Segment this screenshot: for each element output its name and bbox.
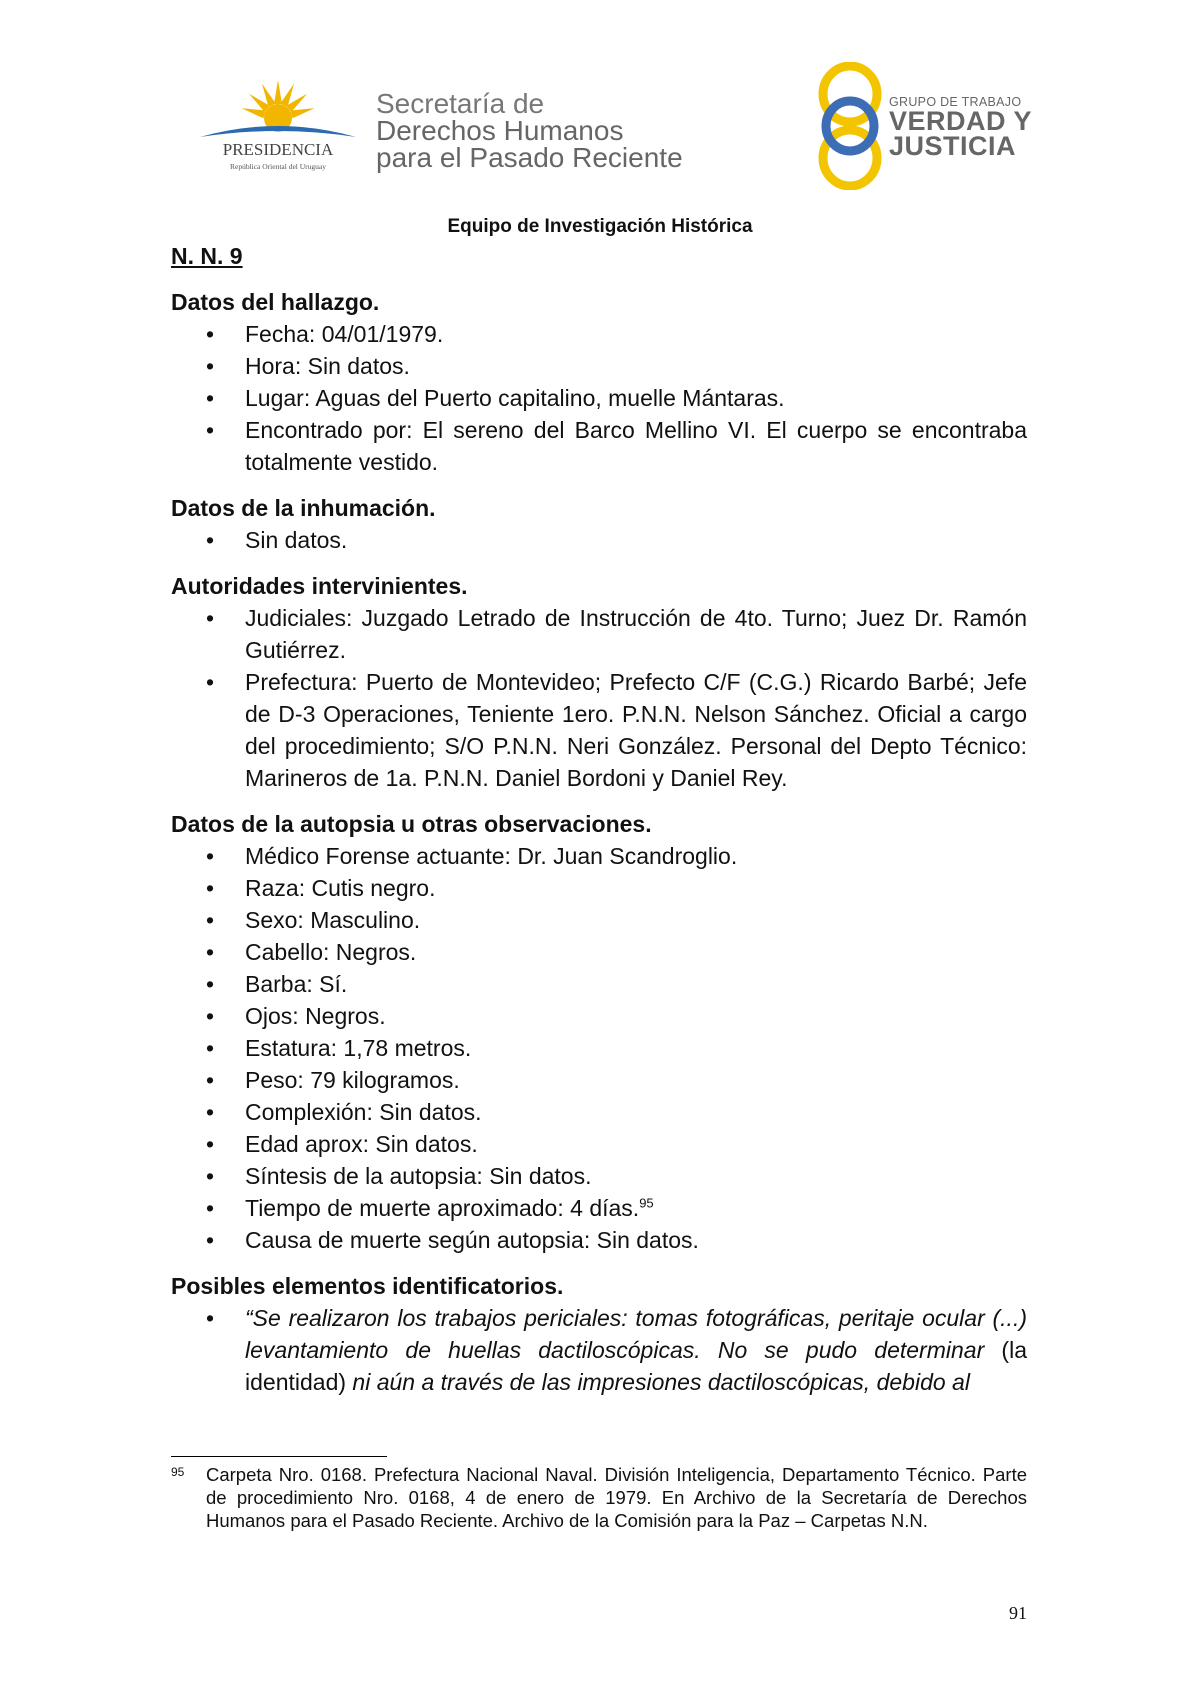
secretaria-line: Secretaría de: [376, 88, 545, 119]
grupo-line: GRUPO DE TRABAJO: [889, 95, 1022, 109]
secretaria-line: para el Pasado Reciente: [376, 142, 683, 173]
document-body: [171, 240, 1027, 1398]
list-item: • Encontrado por: El sereno del Barco Mellino VI. El cuerpo se encontraba totalmente vestido.: [206, 417, 1027, 475]
list-item: • Estatura: 1,78 metros.: [206, 1035, 472, 1061]
footnote: [171, 1463, 1027, 1532]
list-item: • Complexión: Sin datos.: [206, 1099, 482, 1125]
case-id: N. N. 9: [171, 243, 243, 269]
svg-text:PRESIDENCIA: PRESIDENCIA: [222, 140, 334, 159]
footnote-text: Carpeta Nro. 0168. Prefectura Nacional Naval. División Inteligencia, Departamento Técnico. Parte de procedimiento Nro. 0168, 4 de enero de 1979. En Archivo de la Secretaría de Derechos Humanos para el Pasado Reciente. Archivo de la Comisión para la Paz – Carpetas N.N.: [206, 1464, 1027, 1531]
list-item: • Cabello: Negros.: [206, 939, 417, 965]
bullet-list: [171, 318, 1027, 478]
bullet-list: [171, 840, 1027, 1256]
list-item: • Sexo: Masculino.: [206, 907, 421, 933]
bullet-list: [171, 524, 1027, 556]
sun-icon: [198, 80, 358, 180]
bullet-list: [171, 1302, 1027, 1398]
list-item: • Tiempo de muerte aproximado: 4 días.$^{95}$: [206, 1195, 654, 1221]
footnote-ref[interactable]: 95: [639, 1195, 654, 1211]
list-item: • Peso: 79 kilogramos.: [206, 1067, 460, 1093]
list-item: • Judiciales: Juzgado Letrado de Instrucción de 4to. Turno; Juez Dr. Ramón Gutiérrez.: [206, 605, 1027, 663]
list-item: • Hora: Sin datos.: [206, 353, 410, 379]
list-item: • Barba: Sí.: [206, 971, 348, 997]
footnote-number: 95: [171, 1465, 185, 1479]
list-item: • Fecha: 04/01/1979.: [206, 321, 444, 347]
svg-text:República Oriental del Uruguay: República Oriental del Uruguay: [229, 162, 327, 171]
list-item: • Síntesis de la autopsia: Sin datos.: [206, 1163, 592, 1189]
grupo-line: VERDAD Y: [889, 106, 1033, 136]
rings-logo-icon: [815, 62, 885, 195]
quote-item: • “Se realizaron los trabajos periciales: tomas fotográficas, peritaje ocular (...) levantamiento de huellas dactiloscópicas. No se pudo determinar (la identidad) ni aún a través de las impresiones dactiloscópicas, debido al: [206, 1305, 1027, 1395]
footnote-divider: [171, 1456, 387, 1457]
bullet-list: [171, 602, 1027, 794]
list-item: • Lugar: Aguas del Puerto capitalino, muelle Mántaras.: [206, 385, 785, 411]
section-title: Datos del hallazgo.: [171, 289, 380, 315]
list-item: • Sin datos.: [206, 527, 348, 553]
section-title: Autoridades intervinientes.: [171, 573, 468, 599]
grupo-logo-text: [889, 95, 1032, 159]
presidencia-logo: [198, 80, 358, 180]
list-item: • Causa de muerte según autopsia: Sin datos.: [206, 1227, 699, 1253]
list-item: • Ojos: Negros.: [206, 1003, 386, 1029]
grupo-line: JUSTICIA: [889, 131, 1017, 161]
secretaria-line: Derechos Humanos: [376, 115, 624, 146]
list-item: • Médico Forense actuante: Dr. Juan Scandroglio.: [206, 843, 738, 869]
section-title: Datos de la inhumación.: [171, 495, 436, 521]
team-title: Equipo de Investigación Histórica: [447, 216, 753, 237]
section-title: Posibles elementos identificatorios.: [171, 1273, 564, 1299]
list-item: • Prefectura: Puerto de Montevideo; Prefecto C/F (C.G.) Ricardo Barbé; Jefe de D-3 Operaciones, Teniente 1ero. P.N.N. Nelson Sánchez. Oficial a cargo del procedimiento; S/O P.N.N. Neri González. Personal del Depto Técnico: Marineros de 1a. P.N.N. Daniel Bordoni y Daniel Rey.: [206, 669, 1027, 791]
list-item: • Raza: Cutis negro.: [206, 875, 436, 901]
list-item: • Edad aprox: Sin datos.: [206, 1131, 478, 1157]
section-title: Datos de la autopsia u otras observaciones.: [171, 811, 652, 837]
page-number: 91: [1009, 1603, 1027, 1623]
secretaria-logo-text: [376, 90, 683, 171]
